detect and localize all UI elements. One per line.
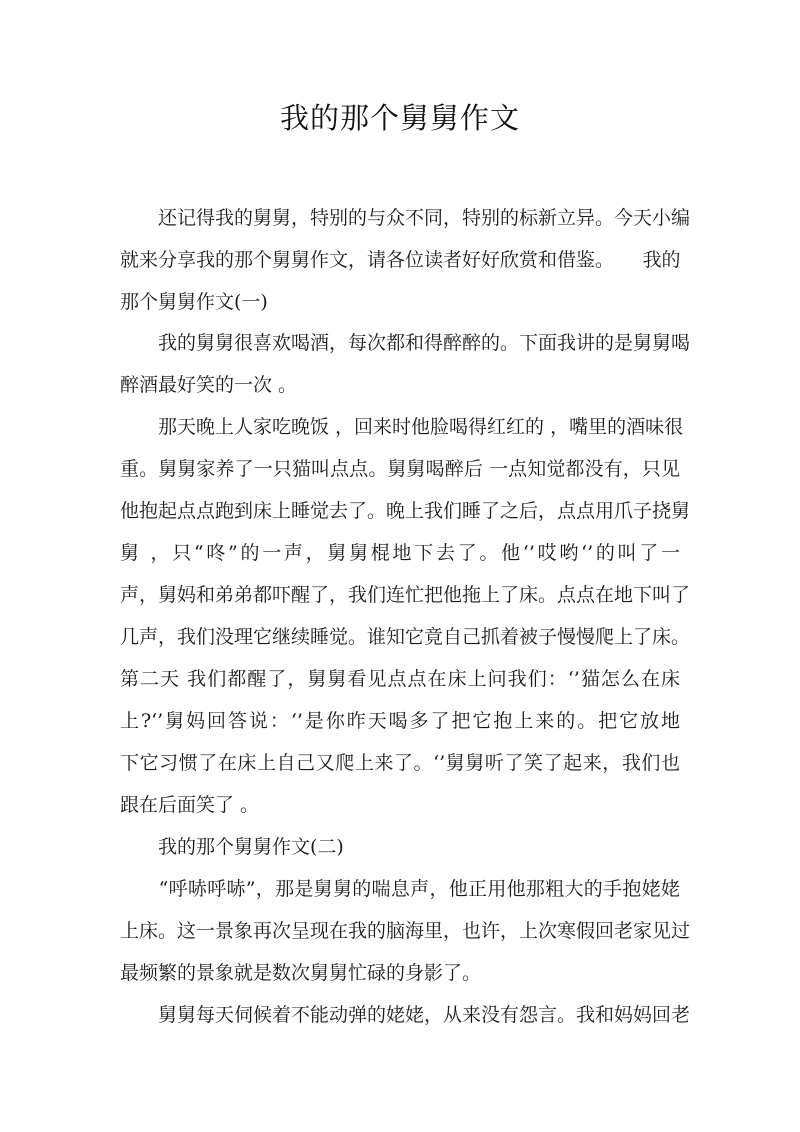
- text-line: 上床。这一景象再次呈现在我的脑海里，也许，上次寒假回老家见过: [120, 920, 691, 942]
- text-line: 重。舅舅家养了一只猫叫点点。舅舅喝醉后 一点知觉都没有，只见: [120, 458, 680, 480]
- text-line: 上?‘’舅妈回答说：‘’是你昨天喝多了把它抱上来的。把它放地: [120, 710, 680, 732]
- text-line: 他抱起点点跑到床上睡觉去了。晚上我们睡了之后，点点用爪子挠舅: [120, 500, 691, 522]
- text-line: 就来分享我的那个舅舅作文，请各位读者好好欣赏和借鉴。 我的: [120, 249, 681, 271]
- text-line: 第二天 我们都醒了，舅舅看见点点在床上问我们：‘’猫怎么在床: [120, 668, 680, 690]
- text-line: 还记得我的舅舅，特别的与众不同，特别的标新立异。今天小编: [120, 207, 691, 229]
- text-line: 我的舅舅很喜欢喝酒，每次都和得醉醉的。下面我讲的是舅舅喝: [120, 332, 691, 354]
- text-line: 最频繁的景象就是数次舅舅忙碌的身影了。: [120, 962, 482, 984]
- document-title: 我的那个舅舅作文: [279, 101, 520, 135]
- text-line: 几声，我们没理它继续睡觉。谁知它竟自己抓着被子慢慢爬上了床。: [120, 626, 691, 648]
- text-line: 舅 ，只“咚”的一声，舅舅棍地下去了。他‘’哎哟‘’的叫了一: [120, 542, 680, 564]
- text-line: 舅舅每天伺候着不能动弹的姥姥，从来没有怨言。我和妈妈回老: [120, 1004, 691, 1026]
- text-line: 醉酒最好笑的一次 。: [120, 374, 298, 396]
- text-line: “呼哧呼哧”，那是舅舅的喘息声，他正用他那粗大的手抱姥姥: [120, 878, 680, 900]
- text-line: 下它习惯了在床上自己又爬上来了。‘’舅舅听了笑了起来，我们也: [120, 752, 680, 774]
- text-line: 声，舅妈和弟弟都吓醒了，我们连忙把他拖上了床。点点在地下叫了: [120, 584, 691, 606]
- text-line: 那个舅舅作文(一): [120, 291, 268, 313]
- text-line: 跟在后面笑了 。: [120, 794, 260, 816]
- section-heading: 我的那个舅舅作文(二): [120, 836, 344, 858]
- text-line: 那天晚上人家吃晚饭 ，回来时他脸喝得红红的 ，嘴里的酒味很: [120, 416, 684, 438]
